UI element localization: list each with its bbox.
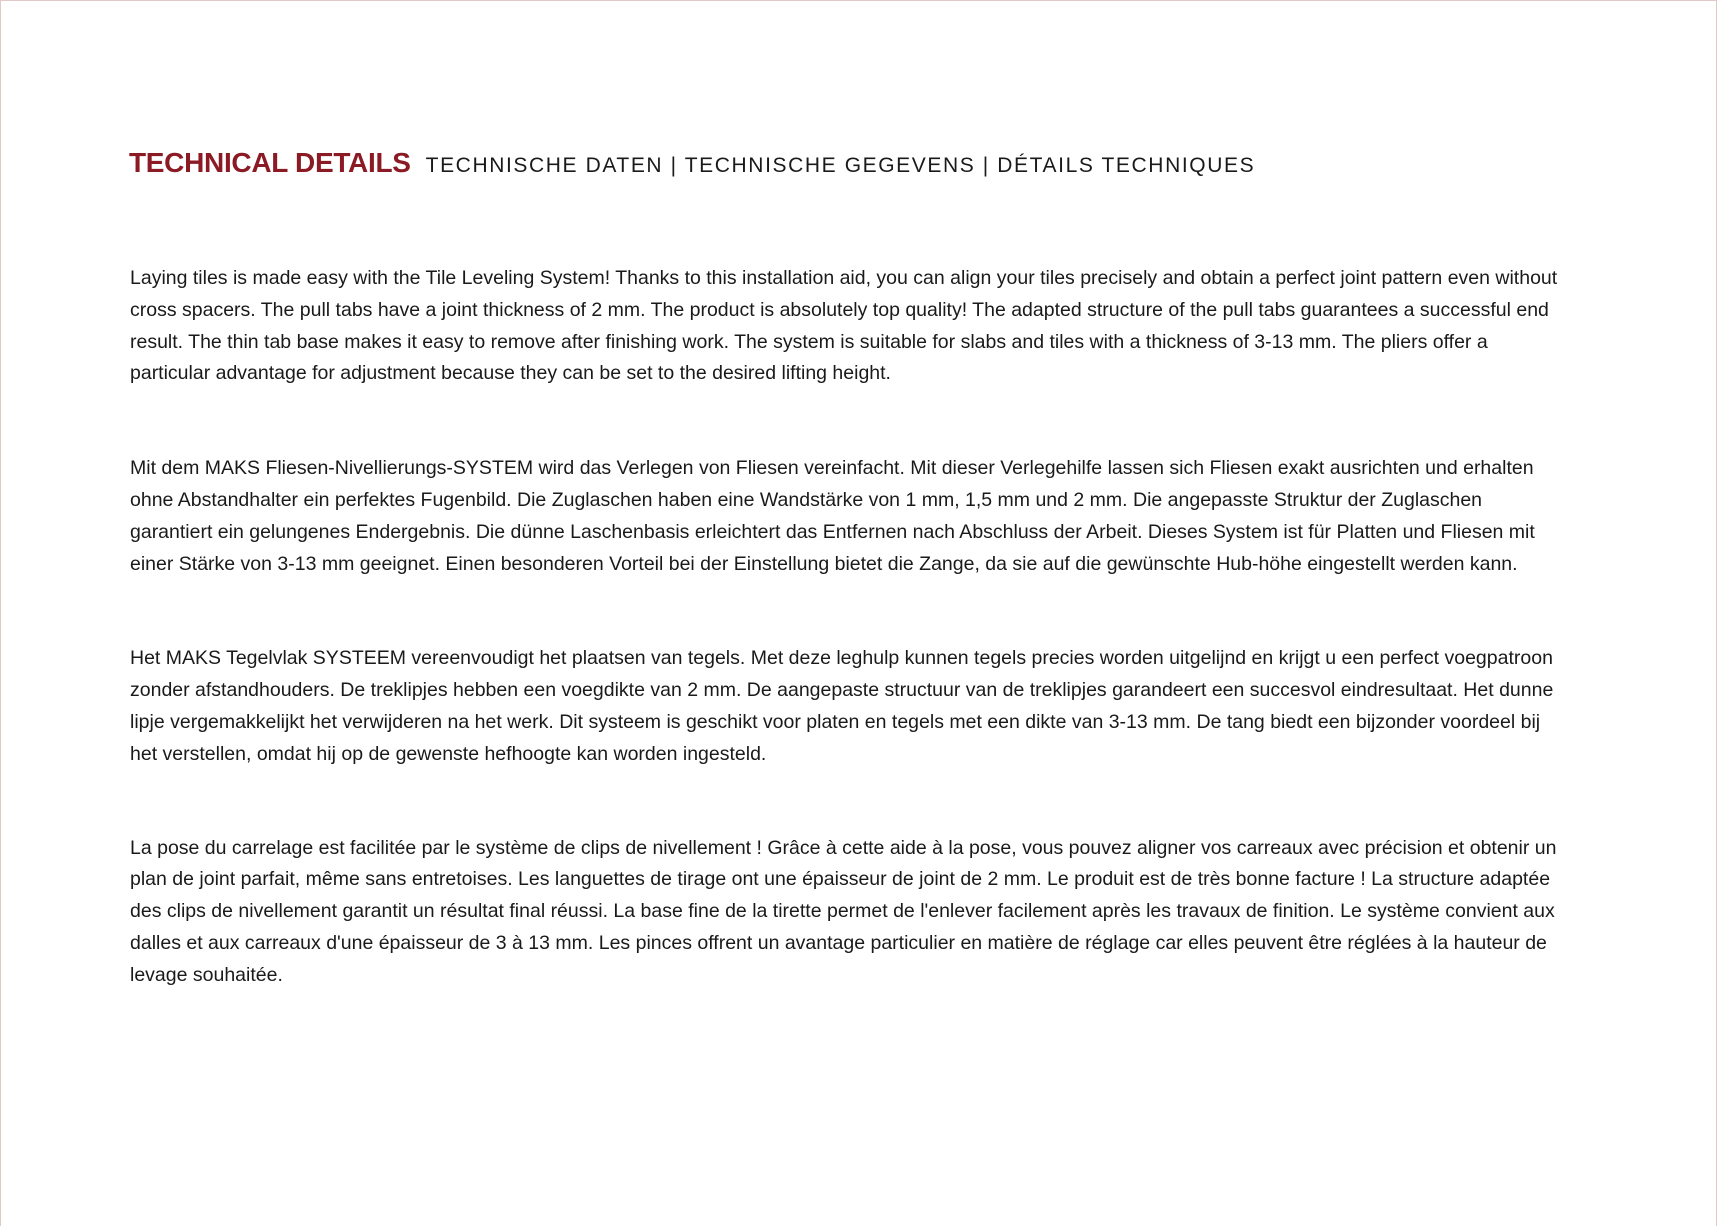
paragraph-french: La pose du carrelage est facilitée par le système de clips de nivellement ! Grâce à cette aide à la pose, vous pouvez aligner vos carreaux avec précision et obtenir un plan de joint parfait, même sans entretoises. Les languettes de tirage ont une épaisseur de joint de 2 mm. Le produit est de très bonne facture ! La structure adaptée des clips de nivellement garantit un résultat final réussi. La base fine de la tirette permet de l'enlever facilement après les travaux de finition. Le système convient aux dalles et aux carreaux d'une épaisseur de 3 à 13 mm. Les pinces offrent un avantage particulier en matière de réglage car elles peuvent être réglées à la hauteur de levage souhaitée. (130, 836, 1557, 986)
page-header (129, 147, 1255, 179)
page-subtitle: TECHNISCHE DATEN | TECHNISCHE GEGEVENS | DÉTAILS TECHNIQUES (425, 154, 1256, 177)
paragraph-german: Mit dem MAKS Fliesen-Nivellierungs-SYSTEM wird das Verlegen von Fliesen vereinfacht. Mit dieser Verlegehilfe lassen sich Fliesen exakt ausrichten und erhalten ohne Abstandhalter ein perfektes Fugenbild. Die Zuglaschen haben eine Wandstärke von 1 mm, 1,5 mm und 2 mm. Die angepasste Struktur der Zuglaschen garantiert ein gelungenes Endergebnis. Die dünne Laschenbasis erleichtert das Entfernen nach Abschluss der Arbeit. Dieses System ist für Platten und Fliesen mit einer Stärke von 3-13 mm geeignet. Einen besonderen Vorteil bei der Einstellung bietet die Zange, da sie auf die gewünschte Hub-höhe eingestellt werden kann. (130, 457, 1535, 575)
page-title: TECHNICAL DETAILS (129, 147, 411, 178)
document-body (130, 263, 1560, 992)
paragraph-english: Laying tiles is made easy with the Tile Leveling System! Thanks to this installation aid, you can align your tiles precisely and obtain a perfect joint pattern even without cross spacers. The pull tabs have a joint thickness of 2 mm. The product is absolutely top quality! The adapted structure of the pull tabs guarantees a successful end result. The thin tab base makes it easy to remove after finishing work. The system is suitable for slabs and tiles with a thickness of 3-13 mm. The pliers offer a particular advantage for adjustment because they can be set to the desired lifting height. (130, 267, 1558, 385)
paragraph-dutch: Het MAKS Tegelvlak SYSTEEM vereenvoudigt het plaatsen van tegels. Met deze leghulp kunnen tegels precies worden uitgelijnd en krijgt u een perfect voegpatroon zonder afstandhouders. De treklipjes hebben een voegdikte van 2 mm. De aangepaste structuur van de treklipjes garandeert een succesvol eindresultaat. Het dunne lipje vergemakkelijkt het verwijderen na het werk. Dit systeem is geschikt voor platen en tegels met een dikte van 3-13 mm. De tang biedt een bijzonder voordeel bij het verstellen, omdat hij op de gewenste hefhoogte kan worden ingesteld. (130, 647, 1554, 765)
